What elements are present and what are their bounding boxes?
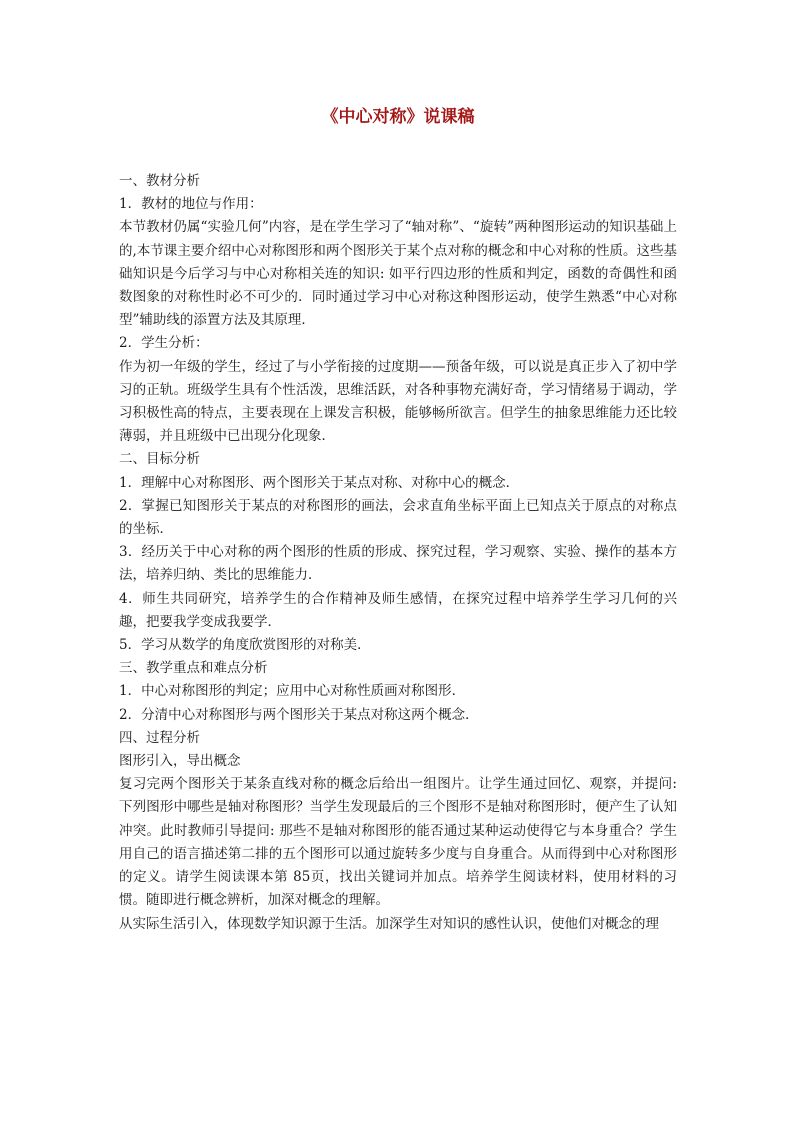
paragraph: 本节教材仍属“实验几何”内容，是在学生学习了“轴对称”、“旋转”两种图形运动的知识基础上的,本节课主要介绍中心对称图形和两个图形关于某个点对称的概念和中心对称的性质。这些基础知识是今后学习与中心对称相关连的知识: 如平行四边形的性质和判定，函数的奇偶性和函数图象的对称性时必不可少的．同时通过学习中心对称这种图形运动，使学生熟悉“中心对称型”辅助线的添置方法及其原理．: [119, 219, 677, 329]
document-content: [119, 170, 677, 936]
section-heading: 图形引入，导出概念: [119, 753, 241, 770]
document-title: 《中心对称》说课稿: [321, 107, 475, 127]
paragraph: 1．理解中心对称图形、两个图形关于某点对称、对称中心的概念．: [119, 474, 520, 491]
paragraph: 5．学习从数学的角度欣赏图形的对称美．: [119, 637, 371, 654]
paragraph: 4．师生共同研究，培养学生的合作精神及师生感情，在探究过程中培养学生学习几何的兴趣，把要我学变成我要学．: [119, 590, 677, 630]
paragraph: 作为初一年级的学生，经过了与小学衔接的过度期——预备年级，可以说是真正步入了初中学习的正轨。班级学生具有个性活泼，思维活跃，对各种事物充满好奇，学习情绪易于调动，学习积极性高的特点，主要表现在上课发言积极，能够畅所欲言。但学生的抽象思维能力还比较薄弱，并且班级中已出现分化现象．: [119, 358, 677, 445]
paragraph: 1．中心对称图形的判定；应用中心对称性质画对称图形．: [119, 683, 466, 700]
section-heading: 三、教学重点和难点分析: [119, 660, 268, 677]
paragraph: 2．分清中心对称图形与两个图形关于某点对称这两个概念．: [119, 706, 479, 723]
section-heading: 2．学生分析：: [119, 335, 209, 352]
paragraph: 从实际生活引入，体现数学知识源于生活。加深学生对知识的感性认识，使他们对概念的理: [119, 915, 659, 932]
section-heading: 四、过程分析: [119, 729, 200, 746]
section-heading: 1．教材的地位与作用：: [119, 196, 263, 213]
paragraph: 复习完两个图形关于某条直线对称的概念后给出一组图片。让学生通过回忆、观察，并提问: 下列图形中哪些是轴对称图形？当学生发现最后的三个图形不是轴对称图形时，便产生了认知冲突。此时教师引导提问: 那些不是轴对称图形的能否通过某种运动使得它与本身重合？学生用自己的语言描述第二排的五个图形可以通过旋转多少度与自身重合。从而得到中心对称图形的定义。请学生阅读课本第 85页，找出关键词并加点。培养学生阅读材料，使用材料的习惯。随即进行概念辨析，加深对概念的理解。: [119, 776, 677, 909]
section-heading: 二、目标分析: [119, 451, 200, 468]
paragraph: 2．掌握已知图形关于某点的对称图形的画法，会求直角坐标平面上已知点关于原点的对称点的坐标．: [119, 497, 677, 538]
section-heading: 一、教材分析: [119, 173, 200, 189]
paragraph: 3．经历关于中心对称的两个图形的性质的形成、探究过程，学习观察、实验、操作的基本方法，培养归纳、类比的思维能力．: [119, 544, 677, 584]
document-body: [119, 104, 677, 936]
